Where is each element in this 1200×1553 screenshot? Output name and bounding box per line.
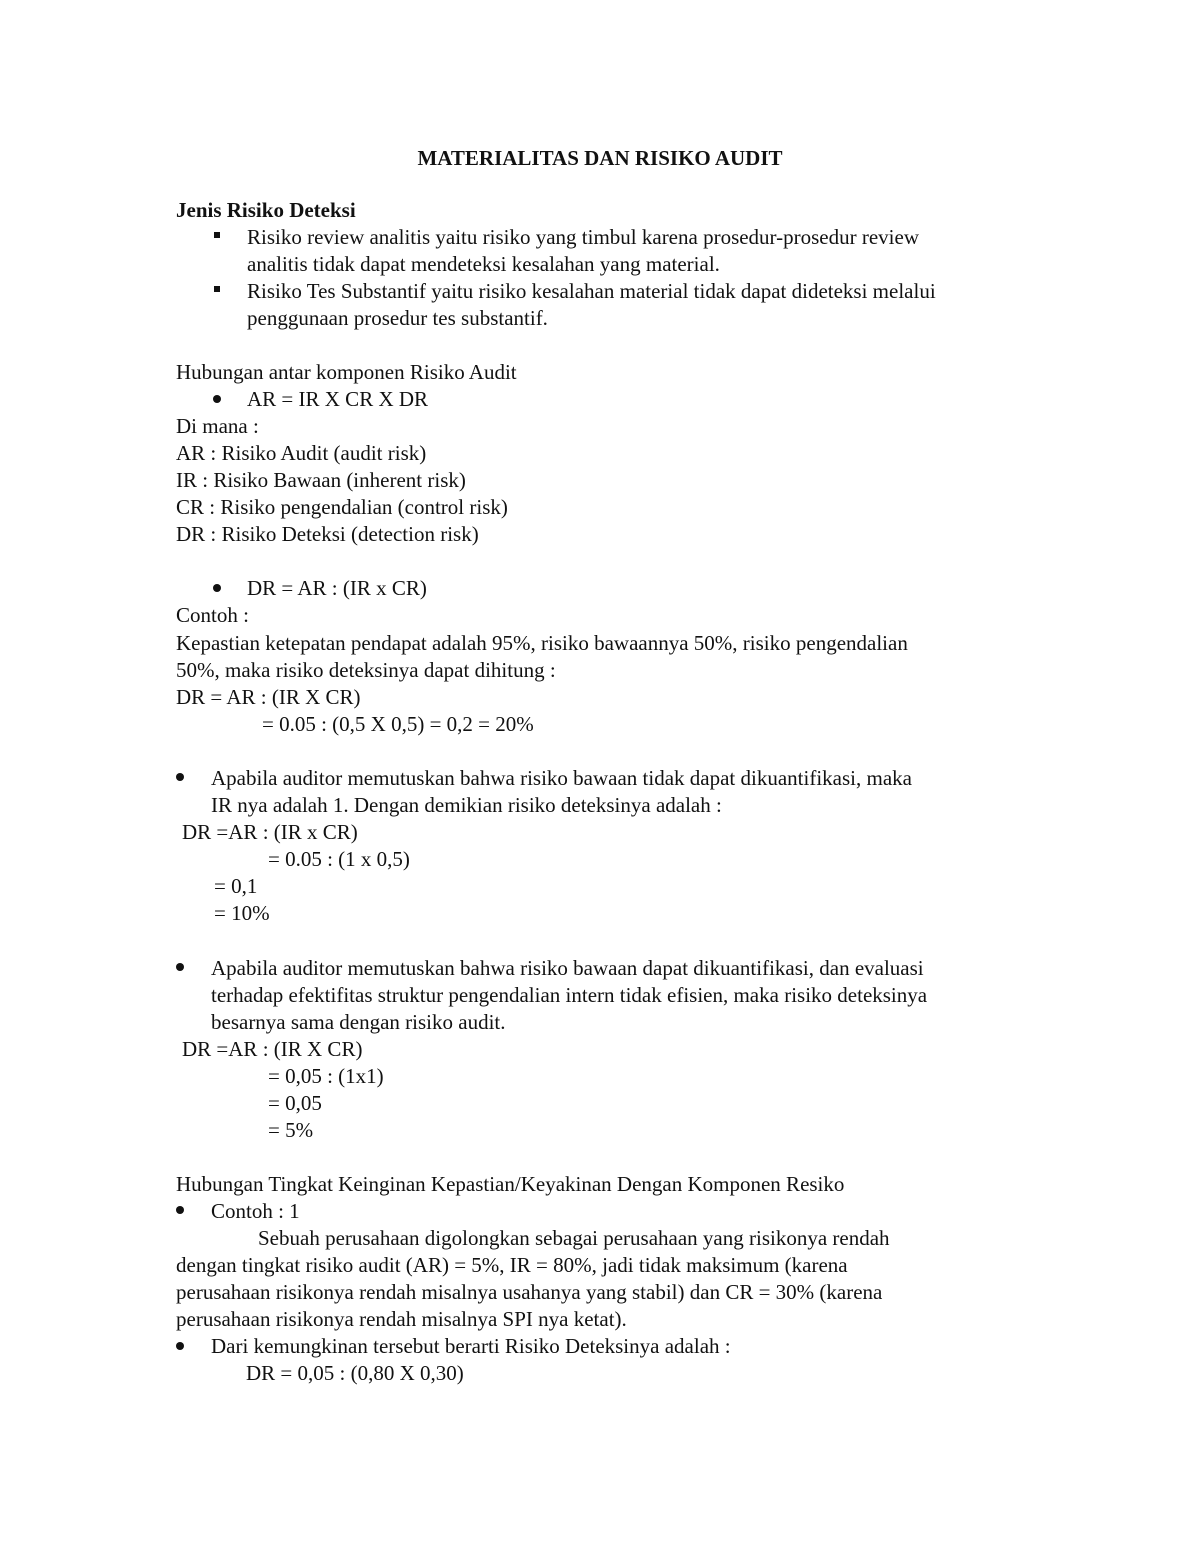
definition-text: AR : Risiko Audit (audit risk) xyxy=(176,441,427,465)
body-text: Sebuah perusahaan digolongkan sebagai perusahaan yang risikonya rendah xyxy=(258,1226,890,1250)
section-heading-confidence-components: Hubungan Tingkat Keinginan Kepastian/Keyakinan Dengan Komponen Resiko xyxy=(176,1172,845,1196)
calculation-text: = 0,05 : (1x1) xyxy=(268,1064,384,1088)
bullet-dot-icon xyxy=(176,1342,184,1350)
body-text: besarnya sama dengan risiko audit. xyxy=(211,1010,506,1034)
formula-text: AR = IR X CR X DR xyxy=(247,387,429,411)
body-text: IR nya adalah 1. Dengan demikian risiko deteksinya adalah : xyxy=(211,793,722,817)
definition-text: DR : Risiko Deteksi (detection risk) xyxy=(176,522,479,546)
bullet-dot-icon xyxy=(176,963,184,971)
list-item-text: penggunaan prosedur tes substantif. xyxy=(247,306,548,330)
body-text: Apabila auditor memutuskan bahwa risiko bawaan dapat dikuantifikasi, dan evaluasi xyxy=(211,956,924,980)
calculation-text: = 0.05 : (0,5 X 0,5) = 0,2 = 20% xyxy=(262,712,534,736)
document-title: MATERIALITAS DAN RISIKO AUDIT xyxy=(417,146,783,170)
body-text: perusahaan risikonya rendah misalnya usahanya yang stabil) dan CR = 30% (karena xyxy=(176,1280,883,1304)
bullet-dot-icon xyxy=(176,773,184,781)
calculation-text: DR = AR : (IR X CR) xyxy=(176,685,361,709)
calculation-text: = 0,1 xyxy=(214,874,258,898)
body-text: Kepastian ketepatan pendapat adalah 95%, risiko bawaannya 50%, risiko pengendalian xyxy=(176,631,908,655)
bullet-dot-icon xyxy=(213,584,221,592)
body-text: 50%, maka risiko deteksinya dapat dihitung : xyxy=(176,658,556,682)
body-text: Contoh : xyxy=(176,603,249,627)
body-text: dengan tingkat risiko audit (AR) = 5%, IR = 80%, jadi tidak maksimum (karena xyxy=(176,1253,848,1277)
body-text: Contoh : 1 xyxy=(211,1199,300,1223)
calculation-text: = 10% xyxy=(214,901,270,925)
body-text: Dari kemungkinan tersebut berarti Risiko Deteksinya adalah : xyxy=(211,1334,731,1358)
bullet-dot-icon xyxy=(213,395,221,403)
list-item-text: Risiko review analitis yaitu risiko yang timbul karena prosedur-prosedur review xyxy=(247,225,919,249)
section-heading-detection-risk-types: Jenis Risiko Deteksi xyxy=(176,198,356,222)
square-bullet-icon xyxy=(214,232,220,238)
square-bullet-icon xyxy=(214,286,220,292)
bullet-dot-icon xyxy=(176,1206,184,1214)
list-item-text: Risiko Tes Substantif yaitu risiko kesalahan material tidak dapat dideteksi melalui xyxy=(247,279,936,303)
calculation-text: DR =AR : (IR x CR) xyxy=(182,820,358,844)
definition-text: CR : Risiko pengendalian (control risk) xyxy=(176,495,508,519)
definition-text: IR : Risiko Bawaan (inherent risk) xyxy=(176,468,466,492)
body-text: terhadap efektifitas struktur pengendalian intern tidak efisien, maka risiko deteksinya xyxy=(211,983,928,1007)
formula-text: DR = AR : (IR x CR) xyxy=(247,576,427,600)
calculation-text: DR =AR : (IR X CR) xyxy=(182,1037,363,1061)
section-heading-audit-risk-components: Hubungan antar komponen Risiko Audit xyxy=(176,360,517,384)
calculation-text: = 0,05 xyxy=(268,1091,322,1115)
body-text: perusahaan risikonya rendah misalnya SPI nya ketat). xyxy=(176,1307,627,1331)
body-text: Di mana : xyxy=(176,414,259,438)
calculation-text: = 0.05 : (1 x 0,5) xyxy=(268,847,410,871)
calculation-text: DR = 0,05 : (0,80 X 0,30) xyxy=(246,1361,464,1385)
body-text: Apabila auditor memutuskan bahwa risiko bawaan tidak dapat dikuantifikasi, maka xyxy=(211,766,912,790)
list-item-text: analitis tidak dapat mendeteksi kesalahan yang material. xyxy=(247,252,720,276)
calculation-text: = 5% xyxy=(268,1118,314,1142)
